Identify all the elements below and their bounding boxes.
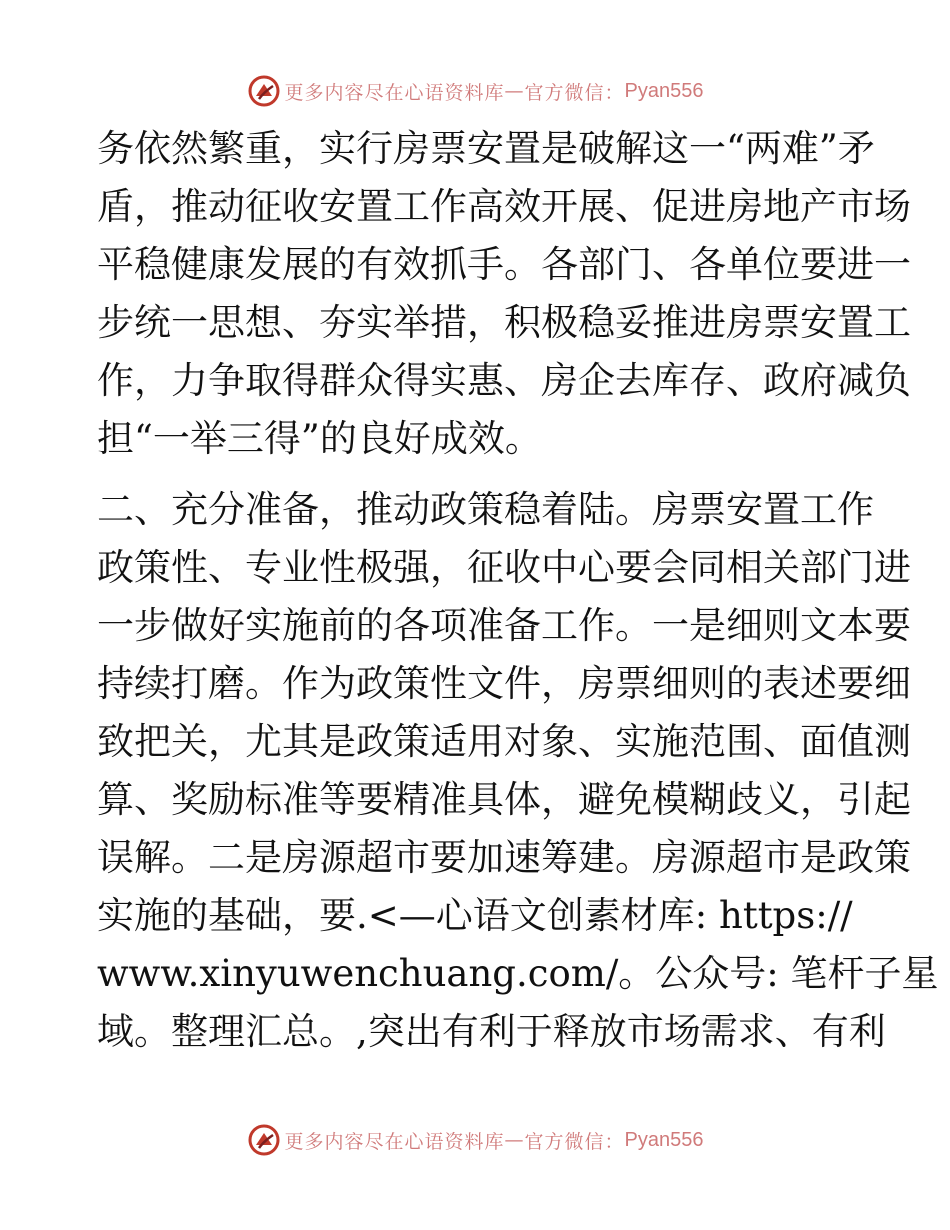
- text-line: www.xinyuwenchuang.com/。公众号: 笔杆子星: [97, 952, 939, 995]
- text-line: 二、充分准备，推动政策稳着陆。房票安置工作: [97, 488, 874, 531]
- footer-separator: —: [504, 1129, 525, 1151]
- text-line: 盾，推动征收安置工作高效开展、促进房地产市场: [97, 185, 911, 228]
- paragraph-1: [97, 120, 911, 468]
- header-separator: —: [504, 80, 525, 102]
- header-brand-text: 更多内容尽在心语资料库: [284, 81, 505, 104]
- text-line: 持续打磨。作为政策性文件，房票细则的表述要细: [97, 662, 911, 705]
- text-line: 政策性、专业性极强，征收中心要会同相关部门进: [97, 546, 911, 589]
- footer-wechat-label: 官方微信：: [524, 1130, 625, 1153]
- footer-brand-text: 更多内容尽在心语资料库: [284, 1130, 505, 1153]
- text-line: 域。整理汇总。,突出有利于释放市场需求、有利: [97, 1010, 886, 1053]
- text-line: 实施的基础，要.<—心语文创素材库: https://: [97, 894, 853, 937]
- header-wechat-label: 官方微信：: [524, 81, 625, 104]
- text-line: 作，力争取得群众得实惠、房企去库存、政府减负: [97, 359, 911, 402]
- paragraph-gap: [97, 468, 857, 481]
- text-line: 平稳健康发展的有效抓手。各部门、各单位要进一: [97, 243, 911, 286]
- brand-logo-icon: [247, 74, 281, 108]
- header-watermark-banner: [0, 71, 950, 111]
- brand-logo-icon: [247, 1123, 281, 1157]
- footer-watermark-banner: [0, 1120, 950, 1160]
- paragraph-2: [97, 481, 939, 1061]
- text-line: 担“一举三得”的良好成效。: [97, 417, 542, 460]
- document-body: [97, 120, 939, 1061]
- text-line: 算、奖励标准等要精准具体，避免模糊歧义，引起: [97, 778, 911, 821]
- text-line: 致把关，尤其是政策适用对象、实施范围、面值测: [97, 720, 911, 763]
- text-line: 一步做好实施前的各项准备工作。一是细则文本要: [97, 604, 911, 647]
- text-line: 务依然繁重，实行房票安置是破解这一“两难”矛: [97, 127, 875, 170]
- header-account: Pyan556: [624, 79, 704, 102]
- text-line: 误解。二是房源超市要加速筹建。房源超市是政策: [97, 836, 911, 879]
- text-line: 步统一思想、夯实举措，积极稳妥推进房票安置工: [97, 301, 911, 344]
- footer-account: Pyan556: [624, 1128, 704, 1151]
